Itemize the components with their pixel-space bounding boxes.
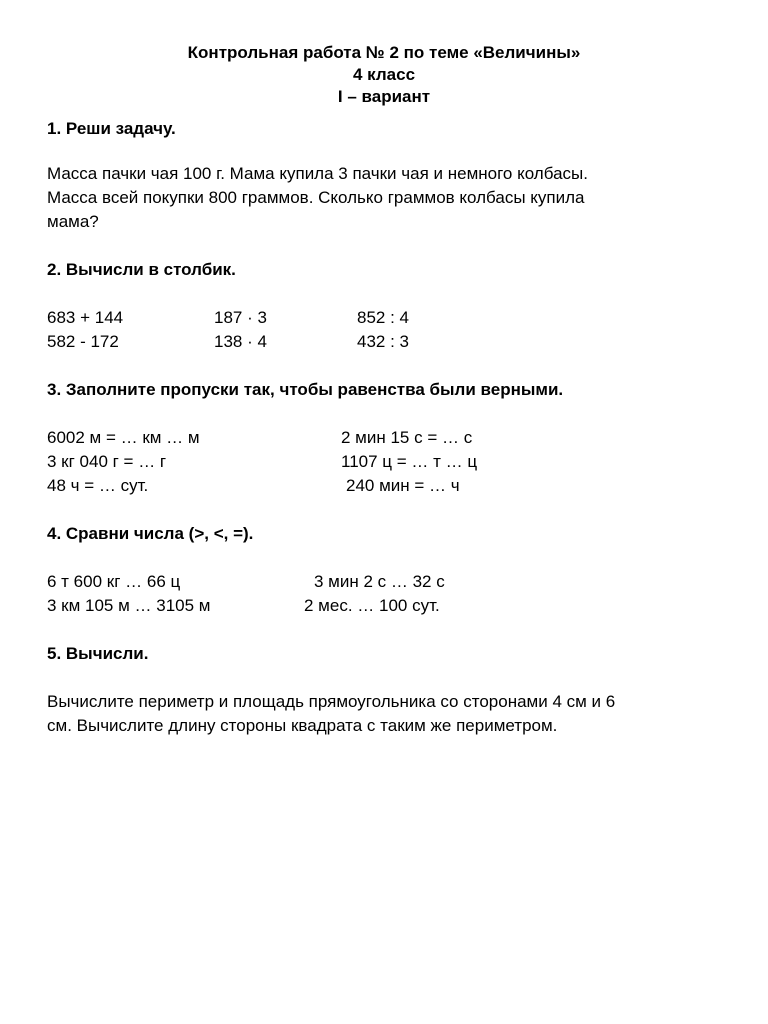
task5-text-line: Вычислите периметр и площадь прямоугольника со сторонами 4 см и 6 <box>47 692 616 711</box>
conversion-item: 6002 м = … км … м <box>47 428 200 447</box>
conversion-item: 3 кг 040 г = … г <box>47 452 167 471</box>
compare-item: 6 т 600 кг … 66 ц <box>47 572 181 591</box>
conversion-item: 240 мин = … ч <box>346 476 460 495</box>
task1-text-line: Масса всей покупки 800 граммов. Сколько граммов колбасы купила <box>47 188 585 207</box>
conversion-item: 1107 ц = … т … ц <box>341 452 478 471</box>
task3-heading: 3. Заполните пропуски так, чтобы равенства были верными. <box>47 380 564 399</box>
task5-heading: 5. Вычисли. <box>47 644 149 663</box>
conversion-item: 2 мин 15 с = … с <box>341 428 473 447</box>
task4-heading: 4. Сравни числа (>, <, =). <box>47 524 254 543</box>
calc-expression: 582 - 172 <box>47 332 119 351</box>
compare-item: 3 мин 2 с … 32 с <box>314 572 445 591</box>
task2-heading: 2. Вычисли в столбик. <box>47 260 236 279</box>
calc-expression: 187 · 3 <box>214 308 267 327</box>
task5-text-line: см. Вычислите длину стороны квадрата с таким же периметром. <box>47 716 558 735</box>
conversion-item: 48 ч = … сут. <box>47 476 149 495</box>
calc-expression: 683 + 144 <box>47 308 124 327</box>
calc-expression: 852 : 4 <box>357 308 409 327</box>
calc-expression: 432 : 3 <box>357 332 409 351</box>
calc-expression: 138 · 4 <box>214 332 267 351</box>
worksheet-header <box>0 42 768 108</box>
variant-label: I – вариант <box>337 87 431 106</box>
grade-label: 4 класс <box>352 65 416 84</box>
task1-heading: 1. Реши задачу. <box>47 119 176 138</box>
compare-item: 2 мес. … 100 сут. <box>304 596 440 615</box>
compare-item: 3 км 105 м … 3105 м <box>47 596 211 615</box>
task1-text-line: мама? <box>47 212 99 231</box>
task1-text-line: Масса пачки чая 100 г. Мама купила 3 пачки чая и немного колбасы. <box>47 164 588 183</box>
worksheet-title: Контрольная работа № 2 по теме «Величины» <box>187 43 581 62</box>
